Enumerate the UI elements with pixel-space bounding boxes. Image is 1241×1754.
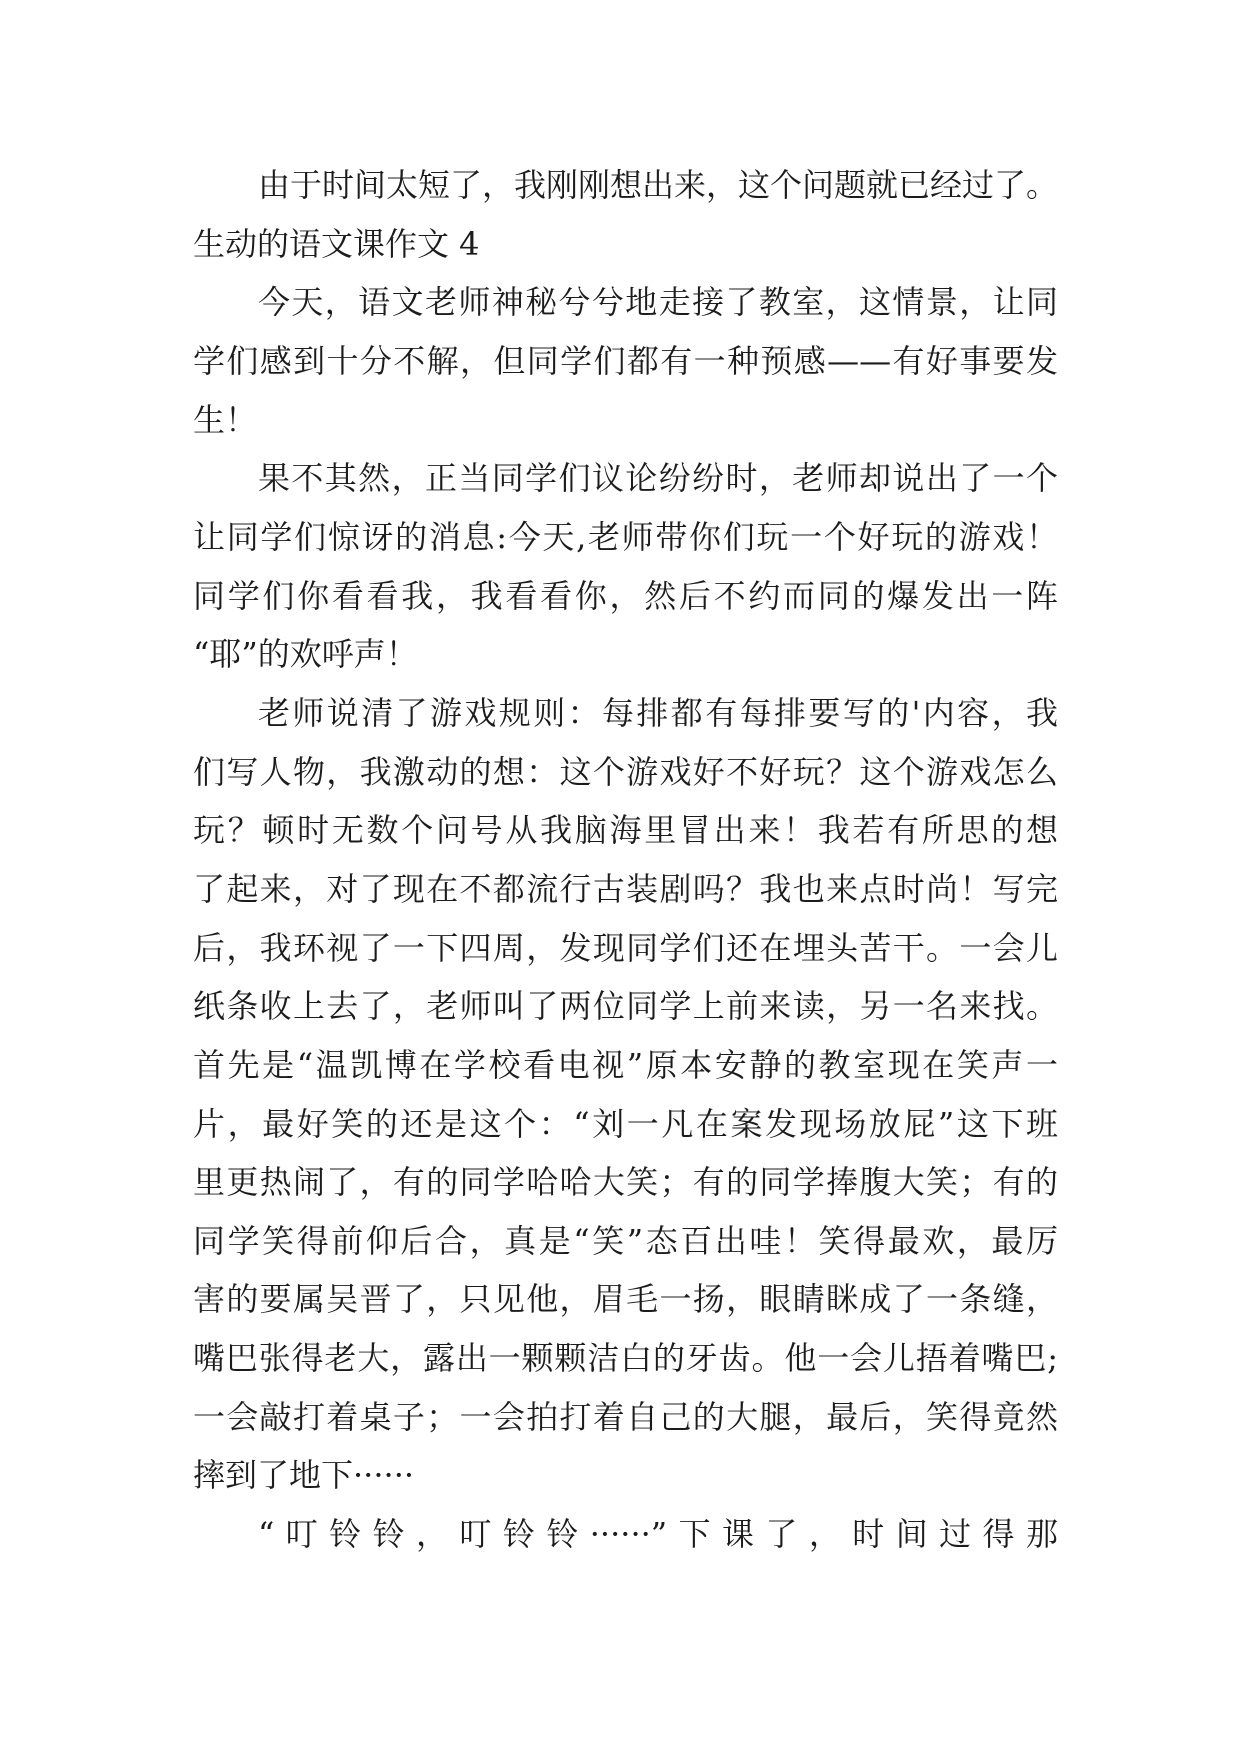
text-line: 害的要属吴晋了，只见他，眉毛一扬，眼睛眯成了一条缝， (193, 1280, 1058, 1319)
text-line: “耶”的欢呼声！ (193, 635, 418, 674)
essay-title: 生动的语文课作文 4 (193, 224, 480, 263)
paragraph (193, 156, 1058, 215)
paragraph (193, 1505, 1058, 1564)
text-line: 片，最好笑的还是这个：“刘一凡在案发现场放屁”这下班 (193, 1104, 1058, 1143)
text-line: 纸条收上去了，老师叫了两位同学上前来读，另一名来找。 (193, 987, 1058, 1026)
text-line: 首先是“温凯博在学校看电视”原本安静的教室现在笑声一 (193, 1045, 1058, 1084)
text-line: 今天，语文老师神秘兮兮地走接了教室，这情景，让同 (258, 283, 1058, 322)
text-line: 让同学们惊讶的消息:今天,老师带你们玩一个好玩的游戏！ (193, 517, 1058, 556)
text-line: “叮铃铃，叮铃铃······”下课了，时间过得那 (258, 1515, 1058, 1554)
text-line: 同学们你看看我，我看看你，然后不约而同的爆发出一阵 (193, 576, 1058, 615)
text-line: 们写人物，我激动的想：这个游戏好不好玩？这个游戏怎么 (193, 752, 1058, 791)
text-line: 一会敲打着桌子；一会拍打着自己的大腿，最后，笑得竟然 (193, 1397, 1058, 1436)
paragraphs-before-title (193, 156, 1058, 215)
text-line: 了起来，对了现在不都流行古装剧吗？我也来点时尚！写完 (193, 869, 1058, 908)
essay-paragraphs (193, 273, 1058, 1563)
text-line: 里更热闹了，有的同学哈哈大笑；有的同学捧腹大笑；有的 (193, 1163, 1058, 1202)
text-line: 老师说清了游戏规则：每排都有每排要写的'内容，我 (258, 693, 1058, 732)
text-line: 果不其然，正当同学们议论纷纷时，老师却说出了一个 (258, 459, 1058, 498)
text-line: 玩？顿时无数个问号从我脑海里冒出来！我若有所思的想 (193, 811, 1058, 850)
text-line: 嘴巴张得老大，露出一颗颗洁白的牙齿。他一会儿捂着嘴巴; (193, 1339, 1058, 1378)
paragraph (193, 684, 1058, 1505)
text-line: 摔到了地下······ (193, 1456, 415, 1495)
text-line: 学们感到十分不解，但同学们都有一种预感——有好事要发 (193, 341, 1058, 380)
paragraph (193, 273, 1058, 449)
paragraph (193, 449, 1058, 684)
text-line: 后，我环视了一下四周，发现同学们还在埋头苦干。一会儿 (193, 928, 1058, 967)
text-line: 由于时间太短了，我刚刚想出来，这个问题就已经过了。 (258, 166, 1059, 204)
text-line: 生！ (193, 400, 258, 439)
text-line: 同学笑得前仰后合，真是“笑”态百出哇！笑得最欢，最厉 (193, 1221, 1058, 1260)
document-body (193, 156, 1058, 1564)
